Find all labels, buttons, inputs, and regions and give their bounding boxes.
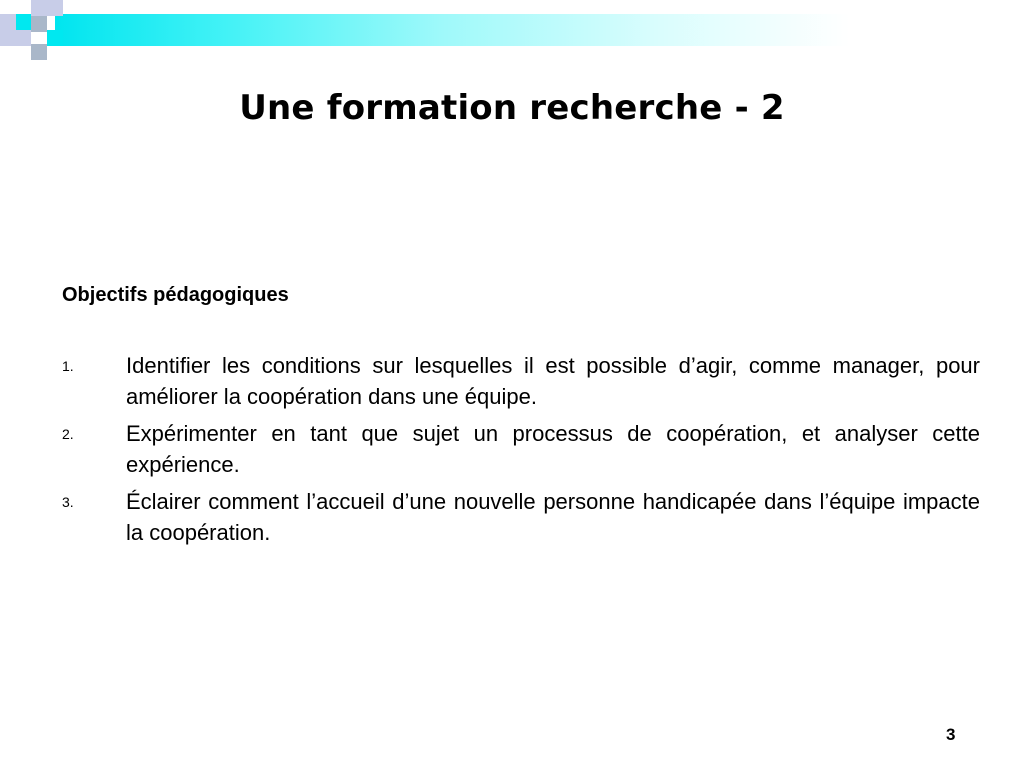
deco-square: [15, 14, 31, 30]
list-item-text: Expérimenter en tant que sujet un processus de coopération, et analyser cette expérience.: [126, 421, 980, 477]
list-item-text: Éclairer comment l’accueil d’une nouvelle personne handicapée dans l’équipe impacte la coopération.: [126, 489, 980, 545]
header-decoration: [0, 0, 1024, 70]
deco-square: [31, 0, 47, 16]
deco-square: [0, 14, 16, 30]
page-number: 3: [946, 725, 956, 744]
list-item-text: Identifier les conditions sur lesquelles il est possible d’agir, comme manager, pour améliorer la coopération dans une équipe.: [126, 353, 980, 409]
objectives-heading: Objectifs pédagogiques: [62, 284, 289, 306]
deco-square: [31, 16, 47, 32]
deco-square: [47, 0, 63, 16]
list-number: 3.: [62, 494, 74, 510]
list-item: [62, 418, 980, 480]
list-number: 2.: [62, 426, 74, 442]
objectives-list: [62, 350, 980, 554]
deco-square: [47, 30, 63, 46]
deco-square: [0, 30, 16, 46]
slide-title: Une formation recherche - 2: [239, 88, 785, 128]
deco-square: [15, 30, 31, 46]
list-item: [62, 486, 980, 548]
deco-square: [31, 44, 47, 60]
gradient-band: [55, 14, 1024, 46]
list-number: 1.: [62, 358, 74, 374]
list-item: [62, 350, 980, 412]
